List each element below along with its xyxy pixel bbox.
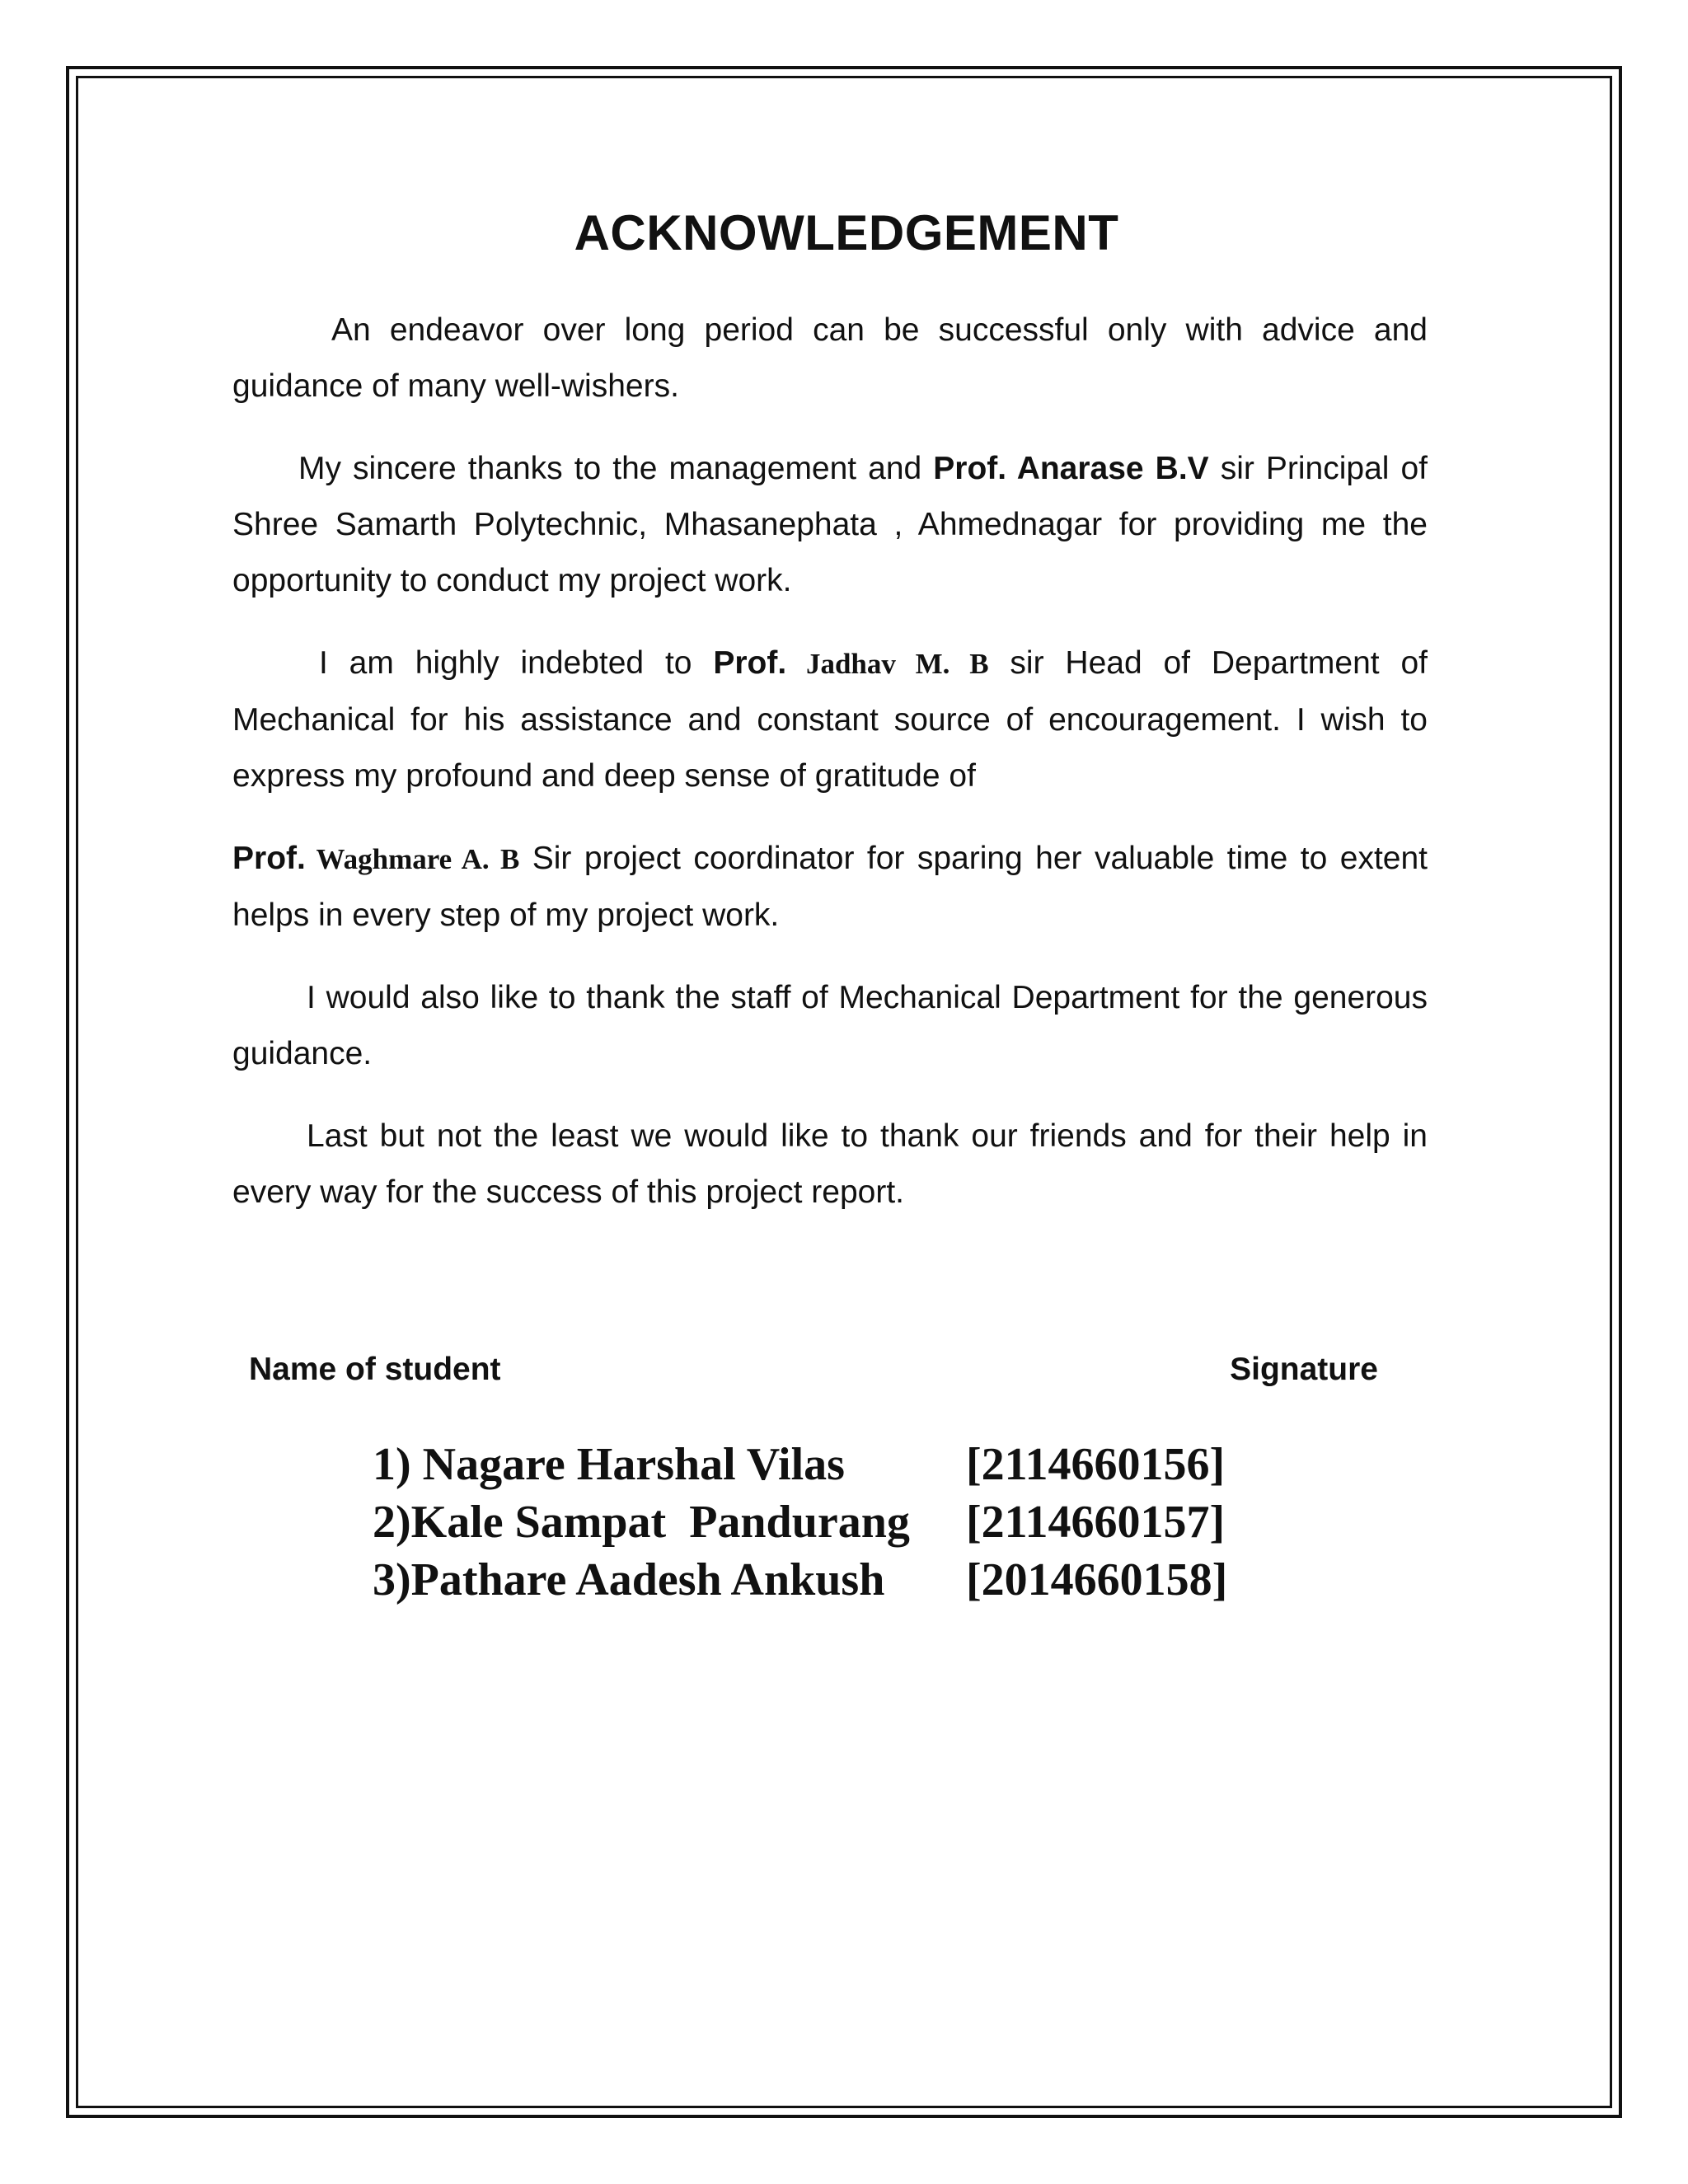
prof-title: Prof.: [713, 645, 787, 681]
student-name: 1) Nagare Harshal Vilas: [373, 1439, 845, 1490]
paragraph-principal-thanks: [232, 441, 1428, 609]
paragraph-hod-thanks: [232, 635, 1428, 804]
paragraph-coordinator-thanks: [232, 831, 1428, 944]
student-name: 3)Pathare Aadesh Ankush: [373, 1554, 885, 1605]
student-list: [373, 1436, 1227, 1609]
paragraph-text: sir Principal of Shree Samarth Polytechnic, Mhasanephata , Ahmednagar for providing me the opportunity to conduct my project work.: [232, 451, 1428, 598]
signature-header: [249, 1352, 1378, 1388]
list-item: [373, 1551, 1227, 1609]
student-name: 2)Kale Sampat Pandurang: [373, 1497, 910, 1548]
list-item: [373, 1493, 1227, 1551]
signature-label: Signature: [1230, 1352, 1378, 1387]
prof-title: Prof.: [232, 841, 306, 876]
coordinator-name: Waghmare A. B: [305, 843, 520, 875]
paragraph-text: Sir project coordinator for sparing her valuable time to extent helps in every step of my project work.: [232, 841, 1428, 933]
student-id: [2114660157]: [966, 1497, 1226, 1548]
paragraph-friends-thanks: Last but not the least we would like to thank our friends and for their help in every way for the success of this project report.: [232, 1118, 1428, 1210]
paragraph-text: I am highly indebted to: [319, 645, 714, 681]
student-id: [2014660158]: [966, 1554, 1228, 1605]
list-item: [373, 1436, 1227, 1493]
document-body: [232, 204, 1428, 1247]
paragraph-staff-thanks: I would also like to thank the staff of Mechanical Department for the generous guidance.: [232, 980, 1428, 1071]
principal-name: Prof. Anarase B.V: [933, 451, 1209, 486]
page-title: ACKNOWLEDGEMENT: [574, 205, 1119, 260]
name-of-student-label: Name of student: [249, 1352, 501, 1387]
hod-name: Jadhav M. B: [786, 648, 989, 680]
paragraph-text: My sincere thanks to the management and: [298, 451, 934, 486]
paragraph-text: sir Head of Department of Mechanical for his assistance and constant source of encouragement. I wish to express my profound and deep sense of gratitude of: [232, 645, 1428, 794]
paragraph-intro: An endeavor over long period can be successful only with advice and guidance of many well-wishers.: [232, 312, 1428, 404]
student-id: [2114660156]: [966, 1439, 1226, 1490]
